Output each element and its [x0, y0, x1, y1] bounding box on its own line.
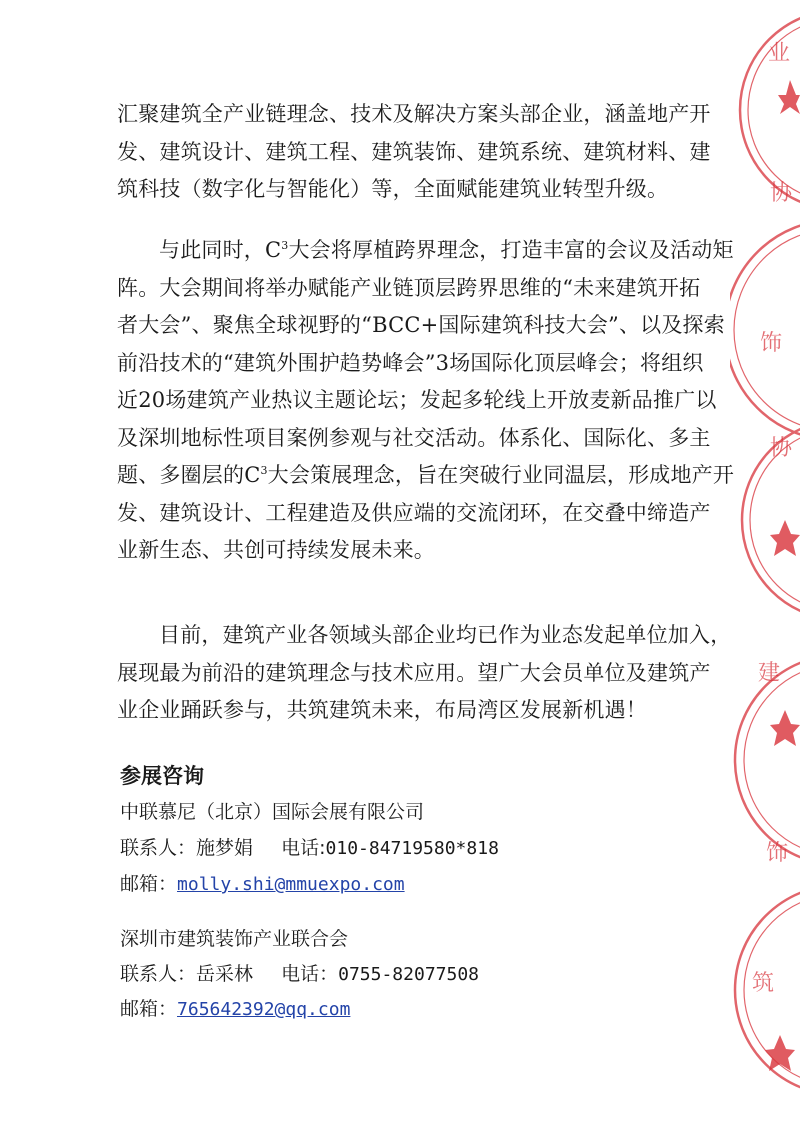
- seal-stamp-glyph: 饰: [760, 331, 783, 356]
- seal-stamp-arc: [740, 10, 800, 210]
- text-run: 大会策展理念，旨在突破行业同温层，形成地产开: [267, 463, 735, 487]
- text-run: 题、多圈层的C: [117, 463, 261, 487]
- seal-stamp-arc: [744, 664, 800, 856]
- org1-email-row: [120, 871, 405, 898]
- text-run: 与此同时，C: [159, 238, 282, 262]
- org2-person: 联系人：岳采林: [120, 963, 254, 985]
- seal-stamp-glyph: 协: [770, 436, 793, 461]
- paragraph-line: 筑科技（数字化与智能化）等，全面赋能建筑业转型升级。: [117, 177, 669, 201]
- paragraph-line: 前沿技术的“建筑外围护趋势峰会”3场国际化顶层峰会；将组织: [117, 350, 704, 375]
- org1-person: 联系人：施梦娟: [120, 837, 254, 859]
- paragraph-line: 及深圳地标性项目案例参观与社交活动。体系化、国际化、多主: [117, 425, 711, 450]
- org2-email-link[interactable]: 765642392@qq.com: [177, 999, 351, 1020]
- seal-star-icon: [778, 80, 800, 114]
- paragraph-line: 业新生态、共创可持续发展未来。: [117, 538, 435, 562]
- org2-phone: 0755-82077508: [338, 964, 480, 985]
- seal-stamp-glyph: 筑: [752, 971, 775, 996]
- paragraph-line: 展现最为前沿的建筑理念与技术应用。望广大会员单位及建筑产: [117, 660, 711, 685]
- seal-stamp-arc: [735, 655, 800, 865]
- paragraph-line: 汇聚建筑全产业链理念、技术及解决方案头部企业，涵盖地产开: [117, 102, 711, 126]
- seal-stamp-glyph: 协: [770, 181, 793, 206]
- paragraph-line: 近20场建筑产业热议主题论坛；发起多轮线上开放麦新品推广以: [117, 388, 717, 412]
- org2-contact-row: [120, 961, 479, 988]
- paragraph-3: [117, 617, 732, 730]
- seal-stamp-glyph: 业: [768, 41, 791, 66]
- org2-name: 深圳市建筑装饰产业联合会: [120, 928, 349, 950]
- seal-stamp-strip: [730, 0, 800, 1131]
- paragraph-line: 发、建筑设计、工程建造及供应端的交流闭环，在交叠中缔造产: [117, 500, 711, 525]
- paragraph-line: 发、建筑设计、建筑工程、建筑装饰、建筑系统、建筑材料、建: [117, 139, 711, 164]
- paragraph-line: 阵。大会期间将举办赋能产业链顶层跨界思维的“未来建筑开拓: [117, 275, 701, 300]
- org1-phone-label: 电话:: [281, 837, 326, 859]
- paragraph-line: 目前，建筑产业各领域头部企业均已作为业态发起单位加入，: [159, 623, 732, 647]
- org2-phone-label: 电话：: [281, 963, 339, 985]
- paragraph-line: [117, 232, 734, 270]
- org1-name: 中联慕尼（北京）国际会展有限公司: [120, 801, 425, 823]
- seal-stamp-arc: [730, 220, 800, 440]
- paragraph-line: 业企业踊跃参与，共筑建筑未来，布局湾区发展新机遇！: [117, 698, 647, 722]
- org2-email-label: 邮箱：: [120, 998, 178, 1020]
- contact-heading: 参展咨询: [120, 764, 204, 788]
- seal-star-icon: [770, 520, 800, 556]
- org1-email-link[interactable]: molly.shi@mmuexpo.com: [177, 874, 405, 895]
- superscript: 3: [260, 464, 268, 477]
- org1-contact-row: [120, 835, 499, 862]
- seal-star-icon: [770, 710, 800, 746]
- org2-email-row: [120, 996, 350, 1023]
- paragraph-1: [117, 96, 727, 209]
- paragraph-line: 者大会”、聚焦全球视野的“BCC+国际建筑科技大会”、以及探索: [117, 313, 725, 337]
- paragraph-2: [117, 232, 735, 570]
- superscript: 3: [281, 239, 289, 252]
- seal-stamp-glyph: 建: [758, 661, 781, 686]
- text-run: 大会将厚植跨界理念，打造丰富的会议及活动矩: [288, 238, 734, 262]
- seal-stamp-arc: [734, 229, 800, 431]
- seal-stamp-glyph: 饰: [766, 841, 789, 866]
- org1-phone: 010-84719580*818: [325, 838, 499, 859]
- org1-email-label: 邮箱：: [120, 873, 178, 895]
- paragraph-line: [117, 457, 735, 495]
